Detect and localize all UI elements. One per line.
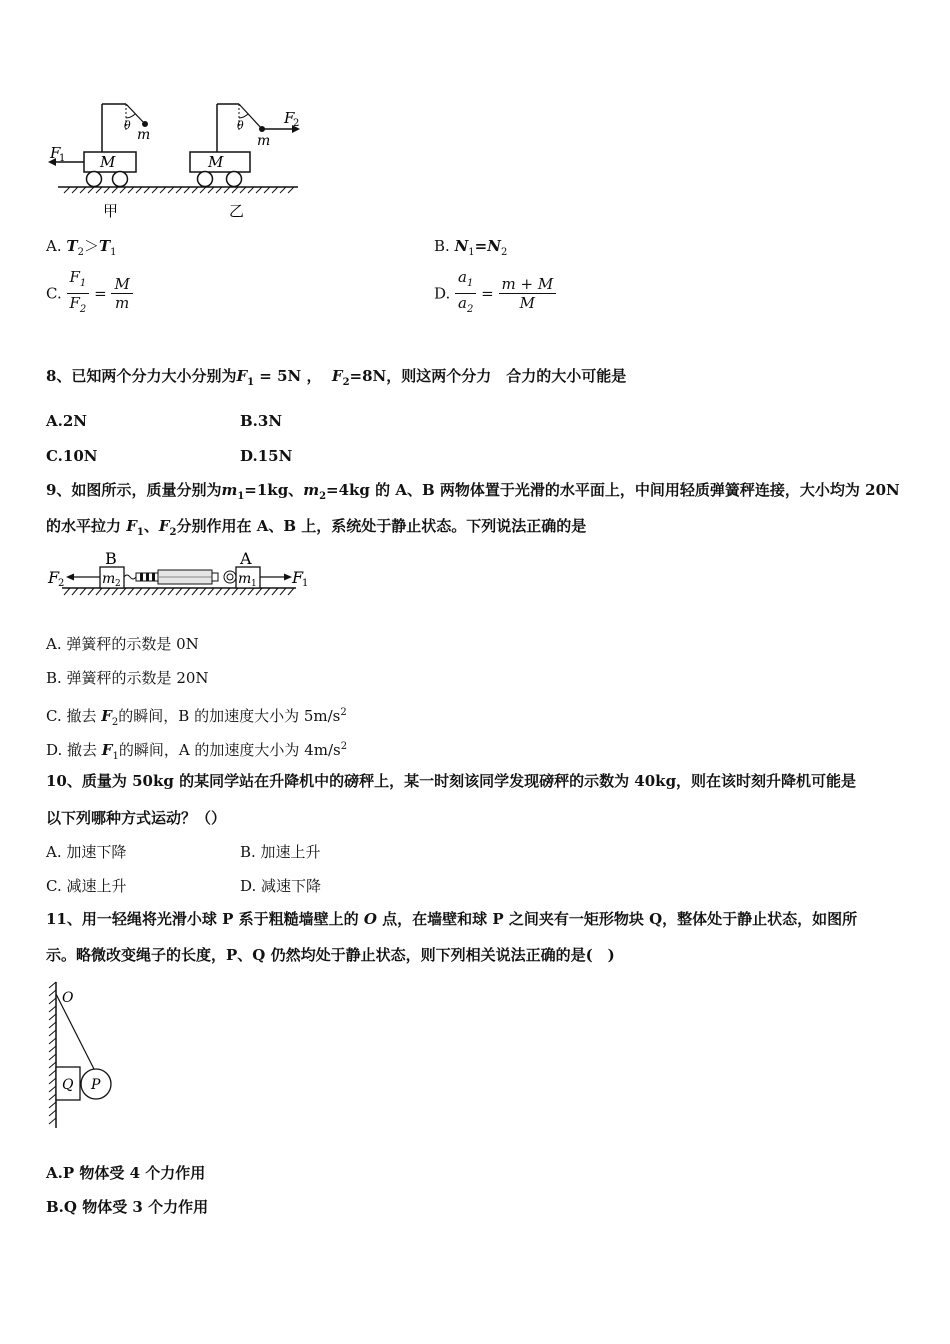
force-f1-sub: 1 [59, 153, 66, 164]
q8-option-d[interactable]: D.15N [240, 447, 293, 465]
carts-figure [40, 98, 310, 223]
q8-option-c[interactable]: C.10N [46, 447, 98, 465]
mass-big-left: M [100, 153, 116, 171]
mass-small-left: m [137, 127, 151, 143]
fraction-f1-f2: $\frac{F_1}{F_2}$ [67, 268, 90, 319]
q8-option-b[interactable]: B.3N [240, 412, 283, 430]
svg-text:m: m [238, 571, 252, 587]
force-f2-sub: 2 [293, 118, 300, 129]
block-q-label: Q [62, 1077, 74, 1093]
fraction-mM-M: $\frac{m + M}{M}$ [499, 275, 557, 312]
angle-right: θ [237, 119, 244, 132]
q10-option-a[interactable]: A. 加速下降 [46, 843, 127, 861]
block-a-label: A [240, 549, 252, 568]
block-b-label: B [105, 549, 117, 568]
q11-option-b[interactable]: B.Q 物体受 3 个力作用 [46, 1198, 209, 1216]
q7-option-a[interactable]: A. $T_2>T_1$ [46, 237, 117, 258]
angle-left: θ [124, 119, 131, 132]
cart-left [48, 104, 151, 187]
svg-text:2: 2 [115, 579, 121, 589]
q8-stem: 8、已知两个分力大小分别为$F_1 = 5N$ ， $F_2=8N$，则这两个分力 合力的大小可能是 [46, 367, 627, 388]
label-yi: 乙 [229, 202, 245, 220]
spring-scale-figure [46, 545, 316, 603]
spring-scale [124, 570, 236, 584]
mass-small-right: m [257, 133, 271, 149]
q9-stem-line2: 的水平拉力 $F_1$、$F_2$分别作用在 A、B 上，系统处于静止状态。下列说法正确的是 [46, 517, 587, 538]
svg-text:2: 2 [58, 578, 65, 589]
q10-stem-line1: 10、质量为 50kg 的某同学站在升降机中的磅秤上，某一时刻该同学发现磅秤的示数为 40kg，则在该时刻升降机可能是 [46, 772, 857, 790]
q10-option-b[interactable]: B. 加速上升 [240, 843, 321, 861]
ball-p-label: P [91, 1077, 101, 1093]
q11-option-a[interactable]: A.P 物体受 4 个力作用 [46, 1164, 206, 1182]
label-jia: 甲 [103, 202, 119, 220]
q11-stem-line1: 11、用一轻绳将光滑小球 P 系于粗糙墙壁上的 O 点，在墙壁和球 P 之间夹有一矩形物块 Q，整体处于静止状态，如图所 [46, 910, 858, 928]
q10-stem-line2: 以下列哪种方式运动？（） [46, 809, 227, 827]
force-f2-label: F [284, 109, 295, 127]
q7-option-b[interactable]: B. $N_1=N_2$ [434, 237, 508, 258]
q9-option-c[interactable]: C. 撤去 $F_2$的瞬间，B 的加速度大小为 $5m/s^2$ [46, 707, 347, 728]
q10-option-c[interactable]: C. 减速上升 [46, 877, 127, 895]
point-o-label: O [62, 990, 74, 1006]
q9-option-b[interactable]: B. 弹簧秤的示数是 20N [46, 669, 209, 687]
fraction-a1-a2: $\frac{a_1}{a_2}$ [455, 268, 476, 319]
wall-ball-figure [40, 978, 130, 1133]
svg-text:1: 1 [302, 578, 309, 589]
mass-big-right: M [208, 153, 224, 171]
q7-option-c[interactable]: C. $\frac{F_1}{F_2}$ = $\frac{M}{m}$ [46, 268, 133, 319]
q11-stem-line2: 示。略微改变绳子的长度，P、Q 仍然均处于静止状态，则下列相关说法正确的是( ) [46, 946, 615, 964]
svg-text:m: m [102, 571, 116, 587]
force-f1-label: F [292, 568, 304, 587]
q8-option-a[interactable]: A.2N [46, 412, 88, 430]
q9-option-d[interactable]: D. 撤去 $F_1$的瞬间，A 的加速度大小为 $4m/s^2$ [46, 741, 348, 762]
svg-text:1: 1 [251, 579, 257, 589]
force-f1-label: F [50, 144, 61, 162]
q9-stem-line1: 9、如图所示，质量分别为$m_1=1kg$、$m_2=4kg$ 的 A、B 两物体置于光滑的水平面上，中间用轻质弹簧秤连接，大小均为 20N [46, 481, 900, 502]
force-f2-label: F [48, 568, 60, 587]
q9-option-a[interactable]: A. 弹簧秤的示数是 0N [46, 635, 199, 653]
fraction-m-big-m-small: $\frac{M}{m}$ [111, 275, 132, 312]
q10-option-d[interactable]: D. 减速下降 [240, 877, 322, 895]
q7-option-d[interactable]: D. $\frac{a_1}{a_2}$ = $\frac{m + M}{M}$ [434, 268, 556, 319]
